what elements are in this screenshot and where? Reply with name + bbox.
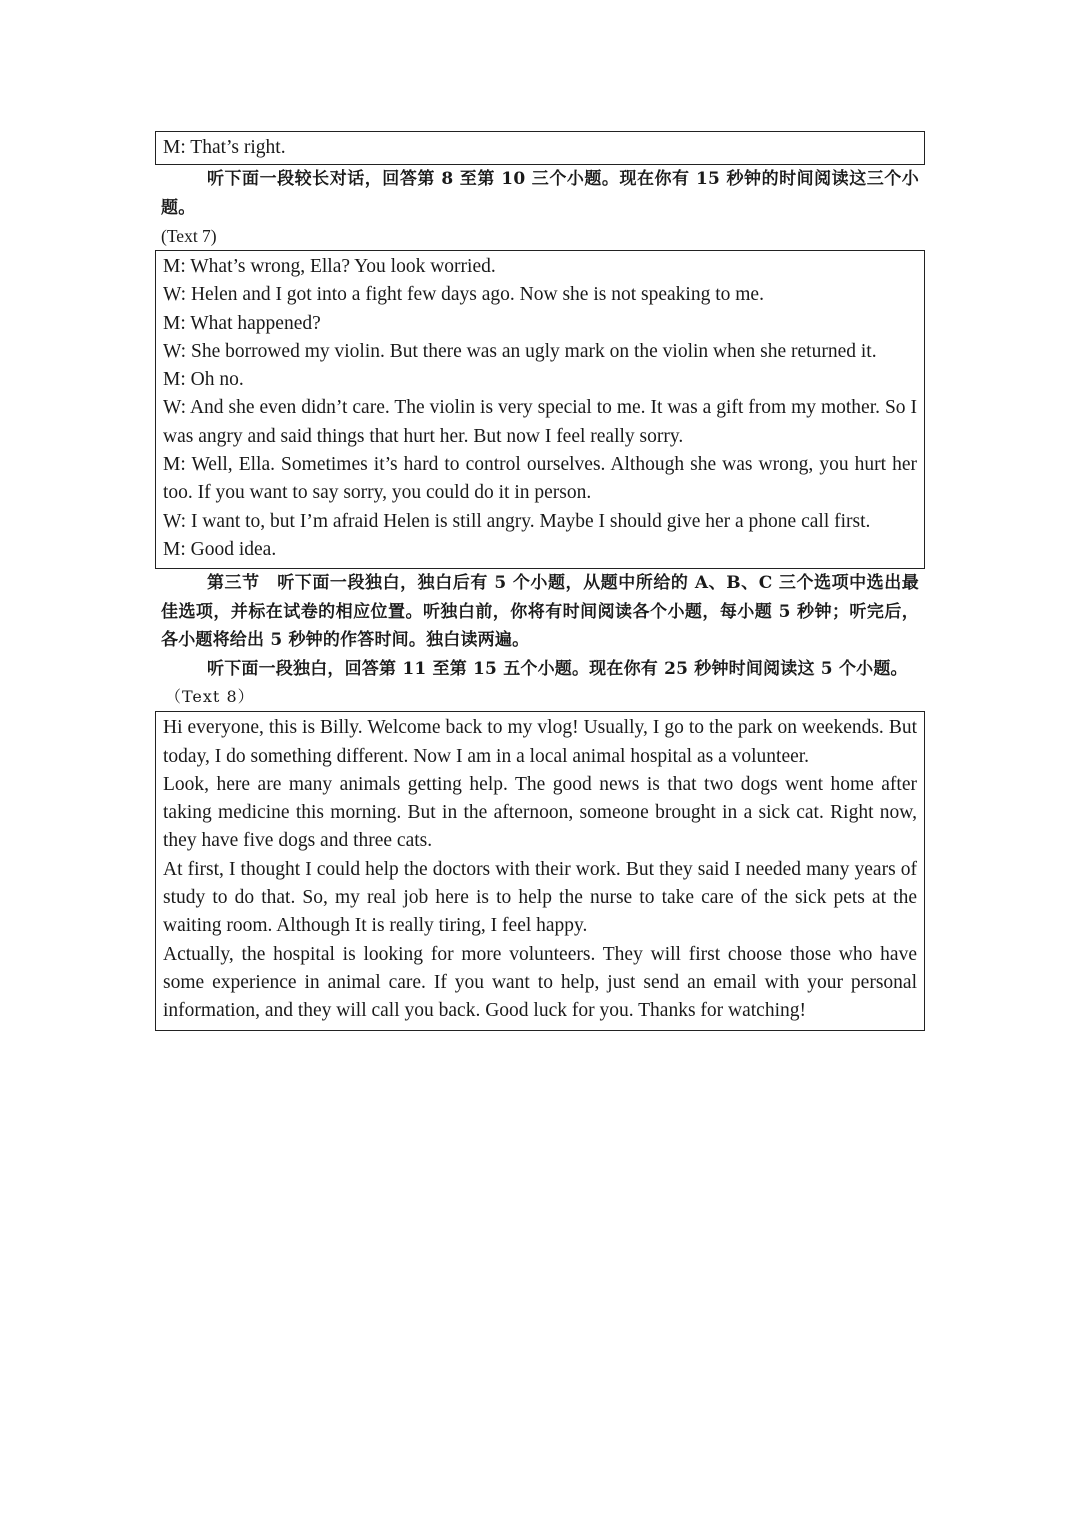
dialogue-line: M: Well, Ella. Sometimes it’s hard to control ourselves. Although she was wrong, you hurt her too. If you want to say sorry, you could do it in person.: [163, 454, 917, 504]
dialogue-line: M: What’s wrong, Ella? You look worried.: [163, 256, 496, 277]
dialogue-line: W: I want to, but I’m afraid Helen is still angry. Maybe I should give her a phone call first.: [163, 510, 871, 532]
monologue-paragraph: Look, here are many animals getting help. The good news is that two dogs went home after taking medicine this morning. But in the afternoon, someone brought in a sick cat. Right now, they have five dogs and three cats.: [163, 773, 917, 852]
monologue-paragraph: At first, I thought I could help the doctors with their work. But they said I needed many years of study to do that. So, my real job here is to help the nurse to take care of the sick pets at the waiting room. Although It is really tiring, I feel happy.: [163, 858, 917, 937]
dialogue-line: M: Good idea.: [163, 538, 277, 560]
exam-page: [155, 131, 925, 1031]
dialogue-line: W: And she even didn’t care. The violin is very special to me. It was a gift from my mother. So I was angry and said things that hurt her. But now I feel really sorry.: [163, 397, 917, 447]
dialogue-line: M: That’s right.: [163, 137, 286, 158]
text7-instruction: 听下面一段较长对话，回答第 8 至第 10 三个小题。现在你有 15 秒钟的时间阅读这三个小题。: [161, 169, 919, 218]
dialogue-line: M: What happened?: [163, 312, 321, 334]
text7-dialogue-box: [155, 250, 925, 569]
dialogue-line: M: Oh no.: [163, 369, 244, 391]
monologue-paragraph: Actually, the hospital is looking for more volunteers. They will first choose those who have some experience in animal care. If you want to help, just send an email with your personal information, and they will call you back. Good luck for you. Thanks for watching!: [163, 943, 917, 1022]
text8-label: （Text 8）: [165, 687, 255, 707]
text8-monologue-box: [155, 711, 925, 1030]
previous-dialogue-box: [155, 131, 925, 165]
dialogue-line: W: She borrowed my violin. But there was an ugly mark on the violin when she returned it.: [163, 340, 877, 362]
text8-instruction: 听下面一段独白，回答第 11 至第 15 五个小题。现在你有 25 秒钟时间阅读这 5 个小题。: [207, 658, 908, 679]
monologue-paragraph: Hi everyone, this is Billy. Welcome back to my vlog! Usually, I go to the park on weekends. But today, I do something different. Now I am in a local animal hospital as a volunteer.: [163, 717, 917, 767]
section3-instruction: 第三节 听下面一段独白，独白后有 5 个小题，从题中所给的 A、B、C 三个选项中选出最佳选项，并标在试卷的相应位置。听独白前，你将有时间阅读各个小题，每小题 5 秒钟；听完后，各小题将给出 5 秒钟的作答时间。独白读两遍。: [161, 573, 919, 651]
dialogue-line: W: Helen and I got into a fight few days ago. Now she is not speaking to me.: [163, 284, 764, 306]
text7-label: (Text 7): [161, 226, 217, 246]
